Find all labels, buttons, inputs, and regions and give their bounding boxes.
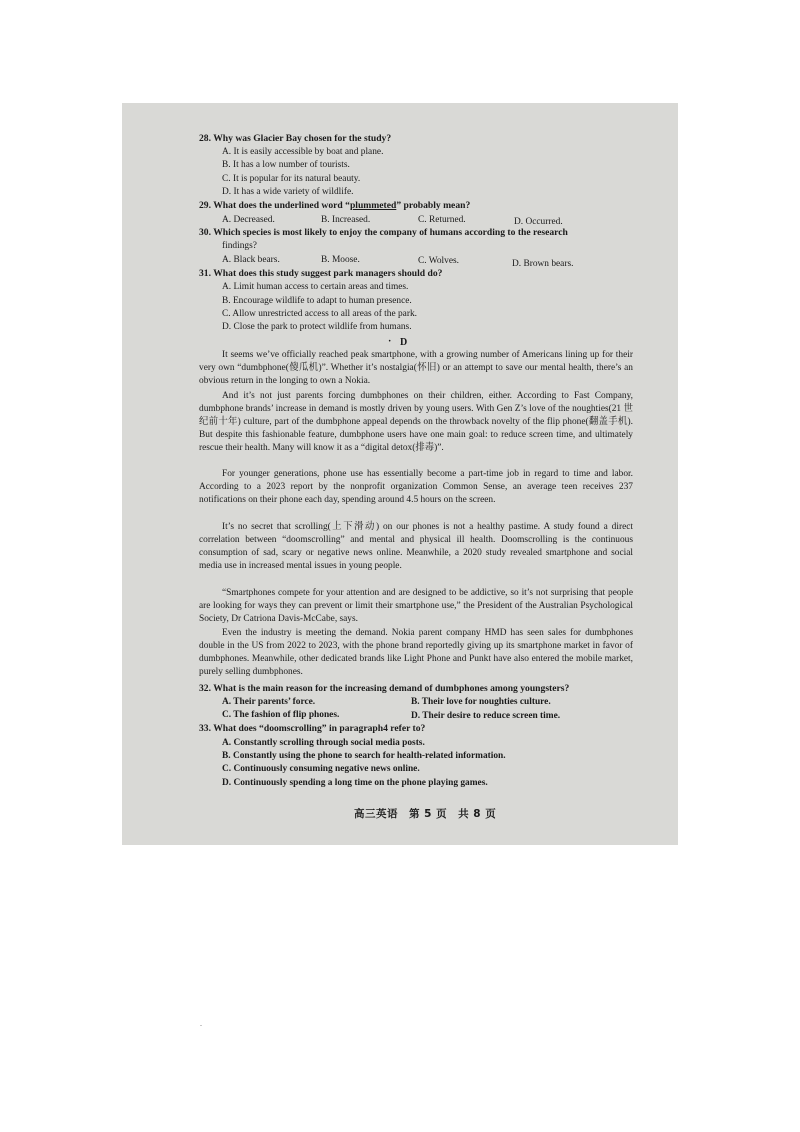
q29-option-d: D. Occurred. <box>514 217 563 227</box>
section-d-heading: D <box>400 337 408 348</box>
q33-option-c: C. Continuously consuming negative news online. <box>222 764 420 774</box>
q30-option-a: A. Black bears. <box>222 255 280 265</box>
q31-option-a: A. Limit human access to certain areas and times. <box>222 282 409 292</box>
q30-option-b: B. Moose. <box>321 255 360 265</box>
q30-option-d: D. Brown bears. <box>512 259 574 269</box>
q29-option-c: C. Returned. <box>418 215 466 225</box>
q29-stem-pre: 29. What does the underlined word “ <box>199 200 350 211</box>
q31-option-c: C. Allow unrestricted access to all areas of the park. <box>222 309 417 319</box>
q32-option-d: D. Their desire to reduce screen time. <box>411 711 561 721</box>
passage-paragraph-1: It seems we’ve officially reached peak smartphone, with a growing number of Americans lining up for their very own “dumbphone(傻瓜机)”. Whether it’s nostalgia(怀旧) or an attempt to save our mental health, there’s an obvious return in the longing to own a Nokia. <box>199 350 633 387</box>
question-30-stem-line2: findings? <box>222 241 257 251</box>
passage-paragraph-3: For younger generations, phone use has essentially become a part-time job in regard to time and labor. According to a 2023 report by the nonprofit organization Common Sense, an average teen receives 237 notifications on their phone each day, spending around 4.5 hours on the screen. <box>199 469 633 506</box>
question-30-stem-line1: 30. Which species is most likely to enjoy the company of humans according to the research <box>199 227 568 238</box>
q31-option-b: B. Encourage wildlife to adapt to human presence. <box>222 296 412 306</box>
q28-option-c: C. It is popular for its natural beauty. <box>222 174 361 184</box>
page-footer: 高三英语 第 5 页 共 8 页 <box>354 808 497 820</box>
q32-option-c: C. The fashion of flip phones. <box>222 710 340 720</box>
passage-paragraph-5: “Smartphones compete for your attention and are designed to be addictive, so it’s not surprising that people are looking for ways they can prevent or limit their smartphone use,” the President of the Australian Psychological Society, Dr Catriona Davis-McCabe, says. <box>199 588 633 625</box>
q31-option-d: D. Close the park to protect wildlife from humans. <box>222 322 412 332</box>
question-31-stem: 31. What does this study suggest park managers should do? <box>199 268 443 279</box>
q29-stem-post: ” probably mean? <box>396 200 471 211</box>
q33-option-a: A. Constantly scrolling through social media posts. <box>222 738 425 748</box>
question-32-stem: 32. What is the main reason for the increasing demand of dumbphones among youngsters? <box>199 683 570 694</box>
passage-paragraph-6: Even the industry is meeting the demand. Nokia parent company HMD has seen sales for dumbphones double in the US from 2022 to 2023, with the phone brand reportedly giving up its smartphone market in favor of dumbphones. Meanwhile, other dedicated brands like Light Phone and Punkt have also entered the mobile market, purely selling dumbphones. <box>199 628 633 678</box>
q28-option-a: A. It is easily accessible by boat and plane. <box>222 147 384 157</box>
section-dot: · <box>388 336 392 347</box>
q29-option-b: B. Increased. <box>321 215 371 225</box>
question-28-stem: 28. Why was Glacier Bay chosen for the study? <box>199 133 392 144</box>
question-33-stem: 33. What does “doomscrolling” in paragraph4 refer to? <box>199 723 426 734</box>
passage-paragraph-4: It’s no secret that scrolling(上下滑动) on our phones is not a healthy pastime. A study found a direct correlation between “doomscrolling” and mental and physical ill health. Doomscrolling is the continuous consumption of sad, scary or negative news online. Meanwhile, a 2020 study revealed smartphone and social media use in increased mental issues in young people. <box>199 522 633 572</box>
exam-sheet <box>122 103 678 845</box>
question-29-stem <box>199 200 470 212</box>
q29-option-a: A. Decreased. <box>222 215 275 225</box>
q32-option-b: B. Their love for noughties culture. <box>411 697 551 707</box>
passage-paragraph-2: And it’s not just parents forcing dumbphones on their children, either. According to Fast Company, dumbphone brands’ increase in demand is mostly driven by young users. With Gen Z’s love of the noughties(21 世纪前十年) culture, part of the dumbphone appeal depends on the throwback novelty of the flip phone(翻盖手机). But despite this fashionable feature, dumbphone users have one main goal: to reduce screen time, and ultimately rescue their health. Many will know it as a “digital detox(排毒)”. <box>199 391 633 454</box>
q32-option-a: A. Their parents’ force. <box>222 697 316 707</box>
scanned-page <box>122 103 678 845</box>
q33-option-d: D. Continuously spending a long time on the phone playing games. <box>222 778 488 788</box>
q30-option-c: C. Wolves. <box>418 256 460 266</box>
q28-option-b: B. It has a low number of tourists. <box>222 160 350 170</box>
scan-speck <box>200 1025 202 1026</box>
underlined-word: plummeted <box>349 200 397 211</box>
q33-option-b: B. Constantly using the phone to search for health-related information. <box>222 751 506 761</box>
q28-option-d: D. It has a wide variety of wildlife. <box>222 187 354 197</box>
